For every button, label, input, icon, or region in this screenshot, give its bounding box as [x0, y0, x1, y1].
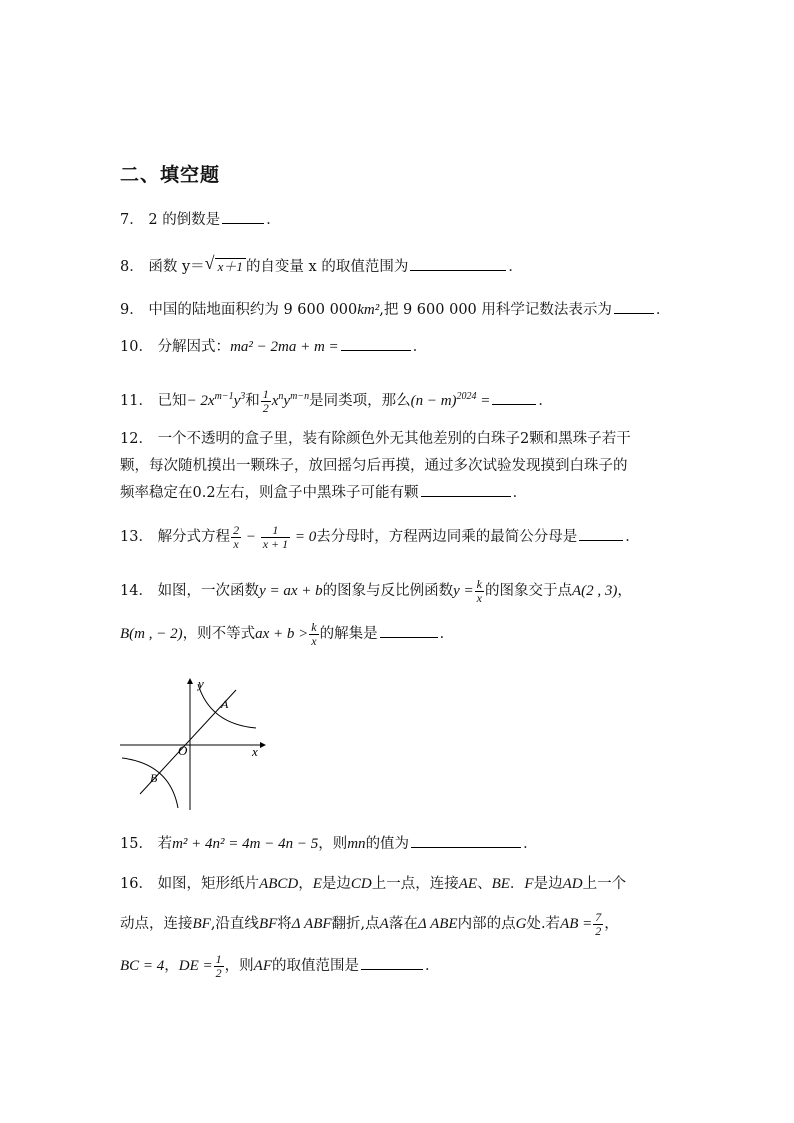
- q15-text-c: 的值为: [365, 836, 410, 852]
- q16-text-b: ，: [298, 876, 313, 892]
- q16-l2g: 处.若: [526, 916, 561, 932]
- q9-text-b: ,把 9 600 000 用科学记数法表示为: [379, 302, 612, 318]
- bc-eq: BC = 4: [120, 958, 165, 974]
- frac-num: 2: [233, 522, 240, 537]
- q16-text-g: 是边: [533, 876, 563, 892]
- answer-blank[interactable]: [410, 256, 506, 271]
- frac-num: 1: [262, 386, 269, 401]
- point-a-label: A: [221, 697, 229, 711]
- q16-end: ．: [425, 958, 440, 974]
- point-g: G: [515, 916, 527, 932]
- q10-end: ．: [412, 339, 428, 355]
- q9-text-a: 中国的陆地面积约为 9 600 000: [148, 302, 358, 318]
- answer-blank[interactable]: [222, 209, 264, 224]
- frac-num: k: [311, 619, 317, 634]
- point-b: B(m , − 2): [120, 626, 183, 642]
- question-8: [120, 253, 523, 281]
- q16-l3b: ，则: [224, 958, 254, 974]
- equals-zero: = 0: [291, 529, 317, 545]
- answer-blank[interactable]: [361, 955, 423, 970]
- frac-num: k: [476, 576, 482, 591]
- q10-expression: ma² − 2ma + m =: [230, 339, 339, 355]
- question-11: [120, 383, 553, 415]
- q9-number: 9．: [120, 302, 144, 318]
- question-12: [120, 426, 631, 507]
- question-16: [120, 870, 626, 898]
- term1-base: − 2x: [186, 393, 215, 409]
- answer-blank[interactable]: [411, 833, 521, 848]
- rect-abcd: ABCD: [259, 876, 299, 892]
- answer-blank[interactable]: [492, 390, 536, 405]
- term2-yexp: m−n: [290, 391, 310, 402]
- triangle-abe: Δ ABE: [417, 916, 458, 932]
- q7-text-b: 的倒数是: [162, 212, 221, 228]
- function-graph: [118, 676, 268, 812]
- question-13: [120, 523, 640, 551]
- term2-y: y: [283, 393, 291, 409]
- q14-text-d: ，则不等式: [182, 626, 256, 642]
- q10-number: 10．: [120, 339, 153, 355]
- q11-text-b: 是同类项，那么: [309, 393, 411, 409]
- q13-end: ．: [625, 529, 640, 545]
- q14-number: 14．: [120, 583, 153, 599]
- seg-ae: AE: [458, 876, 478, 892]
- term3-exp: 2024: [456, 391, 477, 402]
- term2-xexp: n: [278, 391, 284, 402]
- q8-text-b: 的自变量 x 的取值范围为: [245, 259, 409, 275]
- q15-mn: mn: [347, 836, 366, 852]
- term3-base: (n − m): [410, 393, 457, 409]
- q14-text-b: 的图象与反比例函数: [322, 583, 454, 599]
- q15-text-b: ，则: [318, 836, 348, 852]
- q16-text-c: 是边: [321, 876, 351, 892]
- inverse-function: y =: [453, 583, 474, 599]
- fraction-k-over-x: [309, 621, 318, 648]
- term1-y: y: [233, 393, 241, 409]
- q16-text-d: 上一点，连接: [371, 876, 459, 892]
- q9-end: ．: [655, 302, 671, 318]
- q16-l2f: 内部的点: [457, 916, 516, 932]
- fraction-half: [261, 388, 271, 415]
- seg-bf: BF: [258, 916, 278, 932]
- q12-line-1: 一个不透明的盒子里，装有除颜色外无其他差别的白珠子2颗和黑珠子若干: [157, 431, 631, 447]
- q7-number: 7．: [120, 212, 144, 228]
- comma: ，: [617, 583, 632, 599]
- x-axis-arrow: [260, 742, 266, 748]
- question-9: [120, 296, 670, 324]
- separator: 、: [477, 876, 492, 892]
- q16-l2e: 落在: [388, 916, 418, 932]
- q12-line-3: 频率稳定在0.2左右，则盒子中黑珠子可能有颗: [120, 485, 419, 501]
- q9-unit: km²: [357, 302, 380, 318]
- q16-number: 16．: [120, 876, 153, 892]
- q8-text-a: 函数 y＝: [148, 259, 205, 275]
- q11-and: 和: [245, 393, 260, 409]
- q14-text-e: 的解集是: [319, 626, 378, 642]
- q15-number: 15．: [120, 836, 153, 852]
- question-14-line-2: [120, 620, 454, 648]
- sqrt-expression: √ x＋1: [205, 253, 246, 281]
- q8-end: ．: [508, 259, 523, 275]
- section-title: 二、填空题: [120, 164, 221, 186]
- q16-l2a: 动点，连接: [120, 916, 193, 932]
- frac-den: x + 1: [262, 536, 289, 551]
- q13-number: 13．: [120, 529, 153, 545]
- q11-text-a: 已知: [157, 393, 187, 409]
- fraction-1-over-x-plus-1: [261, 524, 290, 551]
- q12-number: 12．: [120, 431, 153, 447]
- q12-line-2: 颗，每次随机摸出一颗珠子，放回摇匀后再摸，通过多次试验发现摸到白珠子的: [120, 458, 628, 474]
- q8-number: 8．: [120, 259, 144, 275]
- point-a: A(2 , 3): [571, 583, 618, 599]
- q11-term-3: [411, 393, 491, 409]
- q11-term-2: [272, 393, 309, 409]
- question-16-line-2: [120, 910, 619, 938]
- q13-text-a: 解分式方程: [157, 529, 231, 545]
- side-ad: AD: [562, 876, 583, 892]
- frac-den: 2: [262, 400, 269, 415]
- fraction-k-over-x: [475, 578, 484, 605]
- frac-num: 1: [261, 524, 290, 538]
- answer-blank[interactable]: [421, 482, 511, 497]
- frac-den: x: [233, 536, 239, 551]
- answer-blank[interactable]: [341, 336, 411, 351]
- seg-af: AF: [253, 958, 272, 974]
- q15-equation: m² + 4n² = 4m − 4n − 5: [172, 836, 319, 852]
- q16-l2h: ，: [604, 916, 619, 932]
- question-14: [120, 577, 632, 605]
- frac-den: 2: [215, 965, 222, 980]
- q12-end: ．: [512, 485, 528, 501]
- frac-den: 2: [595, 923, 602, 938]
- term1-exp: m−1: [214, 391, 234, 402]
- de-eq: DE =: [178, 958, 213, 974]
- triangle-abf: Δ ABF: [291, 916, 332, 932]
- q14-text-c: 的图象交于点: [484, 583, 572, 599]
- question-10: [120, 333, 427, 361]
- q16-l2b: ,沿直线: [210, 916, 259, 932]
- q14-text-a: 如图，一次函数: [157, 583, 260, 599]
- answer-blank[interactable]: [614, 299, 654, 314]
- answer-blank[interactable]: [579, 526, 623, 541]
- y-axis-arrow: [187, 678, 193, 684]
- fraction-2-over-x: [231, 524, 241, 551]
- q15-text-a: 若: [157, 836, 173, 852]
- q16-l2d: 翻折,点: [331, 916, 380, 932]
- fraction-7-over-2: [593, 911, 603, 938]
- point-f: F: [524, 876, 534, 892]
- q7-end: ．: [266, 212, 281, 228]
- x-label: x: [252, 744, 258, 759]
- frac-den: x: [476, 590, 482, 605]
- q14-end: ．: [439, 626, 455, 642]
- seg-bf: BF: [192, 916, 211, 932]
- point-e: E: [312, 876, 322, 892]
- q11-number: 11．: [120, 393, 153, 409]
- frac-den: x: [311, 633, 317, 648]
- q11-term-1: [187, 393, 246, 409]
- seg-be: BE: [491, 876, 510, 892]
- q16-text-a: 如图，矩形纸片: [157, 876, 260, 892]
- linear-function: y = ax + b: [259, 583, 323, 599]
- minus-sign: −: [242, 529, 260, 545]
- frac-num: 1: [215, 951, 222, 966]
- term1-yexp: 3: [240, 391, 246, 402]
- q16-l3a: ，: [164, 958, 179, 974]
- q11-end: ．: [538, 393, 553, 409]
- origin-label: O: [178, 743, 188, 758]
- q16-l3c: 的取值范围是: [272, 958, 359, 974]
- frac-num: 7: [595, 909, 602, 924]
- q7-text-a: 2: [148, 212, 158, 228]
- q16-text-h: 上一个: [582, 876, 627, 892]
- q16-l2c: 将: [277, 916, 292, 932]
- q13-text-b: 去分母时，方程两边同乘的最简公分母是: [316, 529, 578, 545]
- term3-eq: =: [476, 393, 491, 409]
- question-15: [120, 830, 538, 858]
- q10-text-a: 分解因式：: [157, 339, 231, 355]
- point-b-label: B: [150, 771, 158, 785]
- side-cd: CD: [350, 876, 372, 892]
- answer-blank[interactable]: [380, 623, 438, 638]
- question-16-line-3: [120, 952, 440, 980]
- q16-text-f: ．: [509, 876, 525, 892]
- term2-x: x: [271, 393, 279, 409]
- inequality: ax + b >: [255, 626, 309, 642]
- point-a: A: [379, 916, 389, 932]
- fraction-1-over-2: [214, 953, 224, 980]
- y-label: y: [198, 676, 204, 691]
- q15-end: ．: [523, 836, 538, 852]
- radicand: x＋1: [215, 258, 246, 274]
- ab-eq: AB =: [560, 916, 593, 932]
- question-7: [120, 206, 281, 234]
